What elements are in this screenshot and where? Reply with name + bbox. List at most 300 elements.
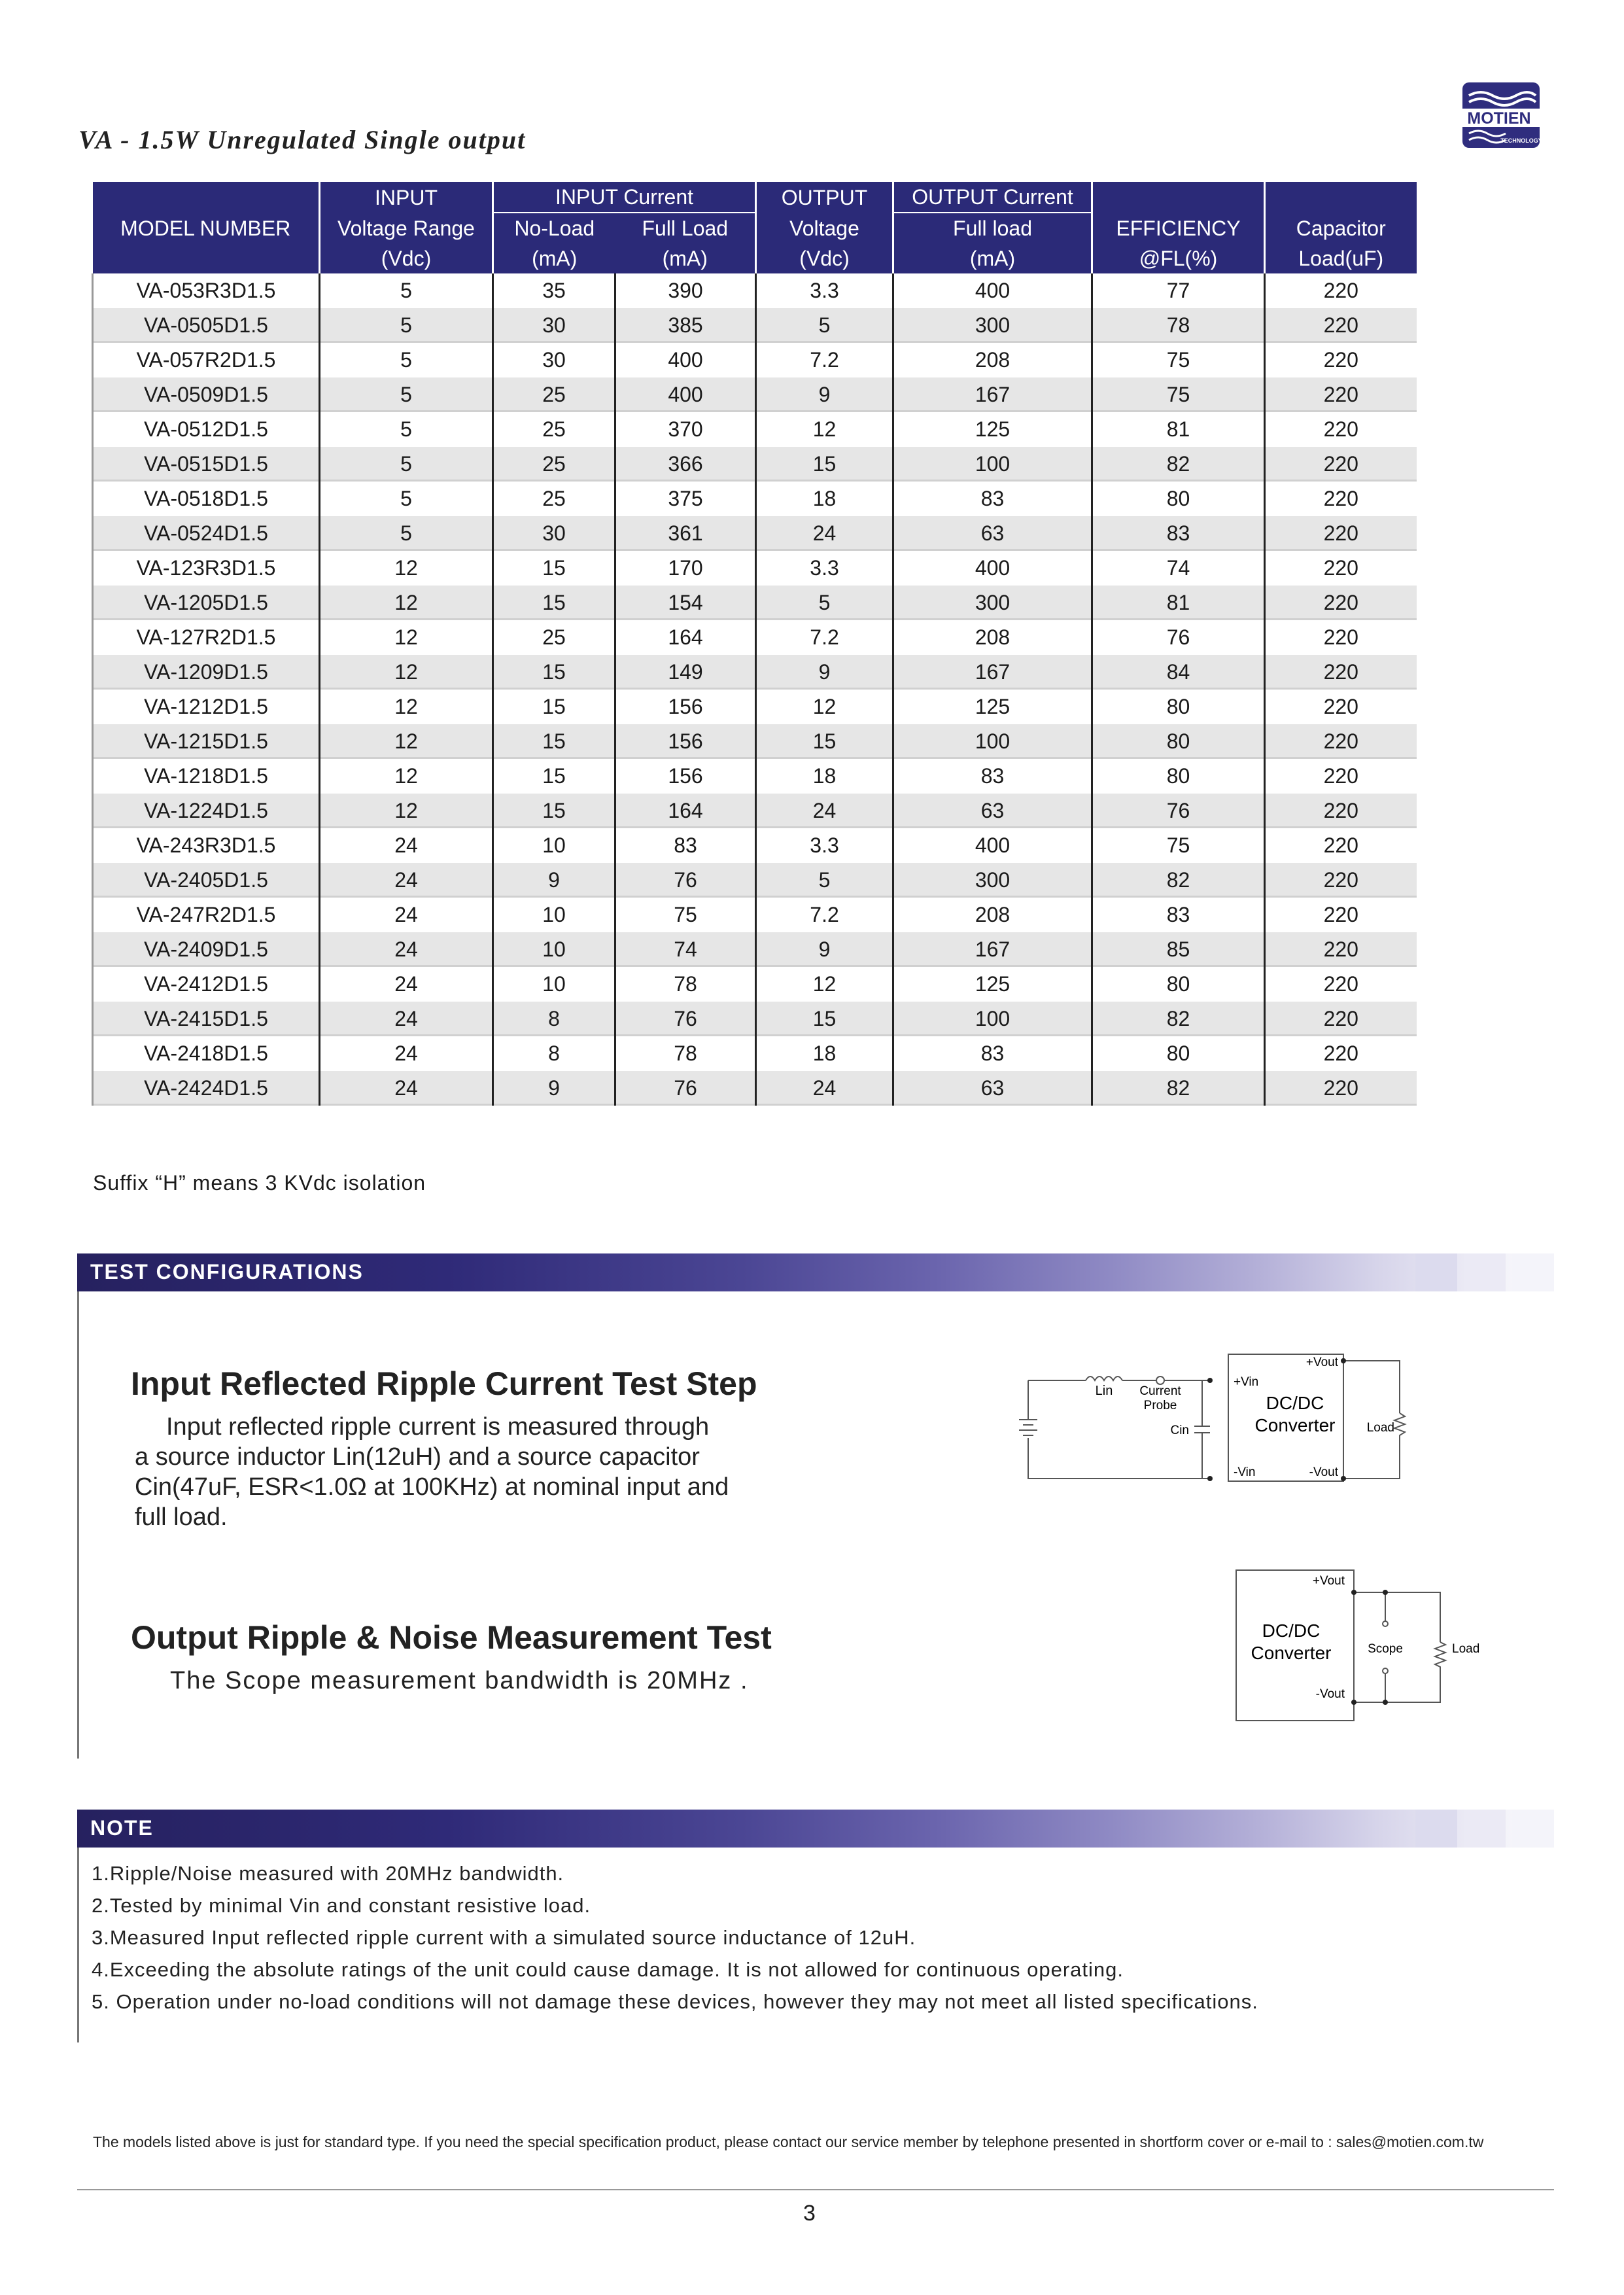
cell-efficiency: 80 xyxy=(1092,482,1265,516)
label-scope: Scope xyxy=(1368,1642,1403,1656)
test-configurations-label: TEST CONFIGURATIONS xyxy=(90,1260,364,1284)
cell-capacitor-load: 220 xyxy=(1265,308,1417,343)
label-cin: Cin xyxy=(1170,1424,1189,1437)
cell-full-load-current: 154 xyxy=(615,586,756,620)
cell-output-voltage: 3.3 xyxy=(756,273,893,308)
cell-efficiency: 83 xyxy=(1092,898,1265,932)
bar-decoration-tiles-note xyxy=(1409,1810,1554,1848)
cell-full-load-current: 385 xyxy=(615,308,756,343)
table-row xyxy=(93,967,1417,1002)
header-unit-capacitor: Load(uF) xyxy=(1265,243,1417,273)
cell-capacitor-load: 220 xyxy=(1265,724,1417,759)
table-row xyxy=(93,759,1417,794)
cell-input-voltage: 5 xyxy=(320,377,493,412)
cell-efficiency: 83 xyxy=(1092,516,1265,551)
cell-output-current: 300 xyxy=(893,308,1092,343)
cell-output-voltage: 9 xyxy=(756,655,893,690)
cell-capacitor-load: 220 xyxy=(1265,620,1417,655)
cell-output-current: 83 xyxy=(893,482,1092,516)
cell-capacitor-load: 220 xyxy=(1265,690,1417,724)
cell-efficiency: 82 xyxy=(1092,1071,1265,1106)
cell-capacitor-load: 220 xyxy=(1265,273,1417,308)
header-unit-efficiency: @FL(%) xyxy=(1092,243,1265,273)
note-section-left-rule xyxy=(77,1848,79,2042)
header-input-current: INPUT Current xyxy=(493,182,756,213)
scope-probe-bottom xyxy=(1383,1668,1388,1673)
cell-model-number: VA-2412D1.5 xyxy=(93,967,320,1002)
cell-input-voltage: 24 xyxy=(320,1002,493,1036)
table-row xyxy=(93,932,1417,967)
cell-capacitor-load: 220 xyxy=(1265,1071,1417,1106)
document-title: VA - 1.5W Unregulated Single output xyxy=(78,125,527,154)
cell-output-current: 125 xyxy=(893,412,1092,447)
logo-brand-text: MOTIEN xyxy=(1467,109,1531,128)
cell-efficiency: 78 xyxy=(1092,308,1265,343)
header-unit-output-vdc: (Vdc) xyxy=(756,243,893,273)
cell-model-number: VA-057R2D1.5 xyxy=(93,343,320,377)
cell-efficiency: 80 xyxy=(1092,967,1265,1002)
cell-full-load-current: 156 xyxy=(615,724,756,759)
cell-model-number: VA-1205D1.5 xyxy=(93,586,320,620)
ripple-text-line-1: Input reflected ripple current is measured through xyxy=(166,1413,710,1441)
note-item-3: 3.Measured Input reflected ripple current with a simulated source inductance of 12uH. xyxy=(92,1926,916,1949)
cell-capacitor-load: 220 xyxy=(1265,447,1417,482)
cell-output-current: 167 xyxy=(893,655,1092,690)
cell-output-voltage: 12 xyxy=(756,412,893,447)
cell-output-voltage: 5 xyxy=(756,863,893,898)
label-lin: Lin xyxy=(1095,1384,1113,1398)
table-row xyxy=(93,586,1417,620)
cell-capacitor-load: 220 xyxy=(1265,412,1417,447)
cell-input-voltage: 24 xyxy=(320,898,493,932)
table-row xyxy=(93,482,1417,516)
footer-rule xyxy=(77,2189,1554,2190)
table-row xyxy=(93,1002,1417,1036)
cell-output-current: 63 xyxy=(893,794,1092,828)
cell-capacitor-load: 220 xyxy=(1265,586,1417,620)
cell-output-current: 208 xyxy=(893,620,1092,655)
header-unit-vdc: (Vdc) xyxy=(320,243,493,273)
cell-efficiency: 77 xyxy=(1092,273,1265,308)
cell-output-voltage: 7.2 xyxy=(756,343,893,377)
cell-input-voltage: 12 xyxy=(320,794,493,828)
cell-capacitor-load: 220 xyxy=(1265,343,1417,377)
cell-no-load-current: 25 xyxy=(493,620,615,655)
table-header-row-1 xyxy=(93,182,1417,213)
cell-full-load-current: 83 xyxy=(615,828,756,863)
note-item-2: 2.Tested by minimal Vin and constant resistive load. xyxy=(92,1894,591,1917)
cell-no-load-current: 15 xyxy=(493,759,615,794)
cell-no-load-current: 8 xyxy=(493,1036,615,1071)
cell-efficiency: 76 xyxy=(1092,794,1265,828)
cell-capacitor-load: 220 xyxy=(1265,863,1417,898)
cell-no-load-current: 15 xyxy=(493,586,615,620)
cell-model-number: VA-123R3D1.5 xyxy=(93,551,320,586)
cell-no-load-current: 15 xyxy=(493,690,615,724)
cell-input-voltage: 12 xyxy=(320,759,493,794)
cell-efficiency: 81 xyxy=(1092,586,1265,620)
cell-model-number: VA-0518D1.5 xyxy=(93,482,320,516)
table-row xyxy=(93,447,1417,482)
cell-output-current: 83 xyxy=(893,759,1092,794)
capacitor-cin xyxy=(1194,1380,1210,1479)
cell-model-number: VA-243R3D1.5 xyxy=(93,828,320,863)
cell-input-voltage: 5 xyxy=(320,447,493,482)
cell-efficiency: 80 xyxy=(1092,690,1265,724)
cell-output-voltage: 5 xyxy=(756,308,893,343)
note-bar xyxy=(77,1810,1554,1848)
table-row xyxy=(93,655,1417,690)
cell-output-voltage: 18 xyxy=(756,482,893,516)
battery-icon xyxy=(1019,1420,1037,1435)
cell-output-current: 208 xyxy=(893,898,1092,932)
label-converter-2: Converter xyxy=(1251,1643,1332,1663)
cell-efficiency: 80 xyxy=(1092,724,1265,759)
cell-input-voltage: 24 xyxy=(320,967,493,1002)
cell-full-load-current: 76 xyxy=(615,863,756,898)
cell-output-voltage: 9 xyxy=(756,377,893,412)
table-row xyxy=(93,620,1417,655)
cell-no-load-current: 10 xyxy=(493,932,615,967)
cell-full-load-current: 76 xyxy=(615,1071,756,1106)
table-row xyxy=(93,343,1417,377)
cell-output-current: 400 xyxy=(893,551,1092,586)
cell-efficiency: 80 xyxy=(1092,1036,1265,1071)
cell-no-load-current: 25 xyxy=(493,482,615,516)
label-dcdc-2: DC/DC xyxy=(1262,1621,1321,1641)
header-model-top xyxy=(93,182,320,213)
header-output-current: OUTPUT Current xyxy=(893,182,1092,213)
header-unit-output-ma: (mA) xyxy=(893,243,1092,273)
cell-no-load-current: 25 xyxy=(493,412,615,447)
cell-output-current: 400 xyxy=(893,828,1092,863)
cell-input-voltage: 5 xyxy=(320,308,493,343)
header-unit-model xyxy=(93,243,320,273)
motien-logo xyxy=(1453,80,1545,153)
table-row xyxy=(93,412,1417,447)
cell-model-number: VA-2409D1.5 xyxy=(93,932,320,967)
note-item-5: 5. Operation under no-load conditions will not damage these devices, however they may not meet all listed specifications. xyxy=(92,1990,1258,2013)
cell-output-current: 125 xyxy=(893,967,1092,1002)
cell-no-load-current: 35 xyxy=(493,273,615,308)
cell-capacitor-load: 220 xyxy=(1265,1036,1417,1071)
noise-test-diagram xyxy=(1230,1564,1504,1727)
label-converter-1: Converter xyxy=(1254,1415,1336,1435)
cell-efficiency: 75 xyxy=(1092,377,1265,412)
cell-full-load-current: 400 xyxy=(615,377,756,412)
table-header-row-3 xyxy=(93,243,1417,273)
cell-input-voltage: 24 xyxy=(320,1036,493,1071)
header-full-load: Full Load xyxy=(615,213,756,243)
ripple-text-line-3: Cin(47uF, ESR<1.0Ω at 100KHz) at nominal input and xyxy=(135,1473,729,1501)
cell-output-current: 63 xyxy=(893,516,1092,551)
cell-full-load-current: 74 xyxy=(615,932,756,967)
cell-input-voltage: 5 xyxy=(320,343,493,377)
cell-input-voltage: 12 xyxy=(320,724,493,759)
label-vin-minus: -Vin xyxy=(1234,1465,1256,1479)
cell-output-voltage: 7.2 xyxy=(756,898,893,932)
cell-output-current: 400 xyxy=(893,273,1092,308)
label-dcdc-1: DC/DC xyxy=(1266,1393,1324,1413)
cell-full-load-current: 164 xyxy=(615,620,756,655)
cell-output-current: 300 xyxy=(893,863,1092,898)
cell-capacitor-load: 220 xyxy=(1265,655,1417,690)
header-efficiency: EFFICIENCY xyxy=(1092,213,1265,243)
note-item-4: 4.Exceeding the absolute ratings of the unit could cause damage. It is not allowed for continuous operating. xyxy=(92,1958,1124,1981)
label-vout-minus: -Vout xyxy=(1309,1465,1338,1479)
noise-test-text: The Scope measurement bandwidth is 20MHz . xyxy=(170,1667,749,1694)
cell-input-voltage: 12 xyxy=(320,620,493,655)
cell-model-number: VA-0512D1.5 xyxy=(93,412,320,447)
cell-capacitor-load: 220 xyxy=(1265,516,1417,551)
cell-output-voltage: 24 xyxy=(756,794,893,828)
header-output: OUTPUT xyxy=(756,182,893,213)
cell-no-load-current: 9 xyxy=(493,1071,615,1106)
cell-no-load-current: 25 xyxy=(493,447,615,482)
cell-output-voltage: 3.3 xyxy=(756,551,893,586)
label-load-2: Load xyxy=(1452,1642,1480,1656)
header-unit-noload-ma: (mA) xyxy=(493,243,615,273)
cell-output-voltage: 18 xyxy=(756,759,893,794)
cell-capacitor-load: 220 xyxy=(1265,1002,1417,1036)
cell-output-voltage: 7.2 xyxy=(756,620,893,655)
table-row xyxy=(93,794,1417,828)
cell-capacitor-load: 220 xyxy=(1265,482,1417,516)
cell-input-voltage: 12 xyxy=(320,586,493,620)
specification-table xyxy=(92,182,1417,1106)
header-unit-fullload-ma: (mA) xyxy=(615,243,756,273)
cell-capacitor-load: 220 xyxy=(1265,794,1417,828)
cell-model-number: VA-1215D1.5 xyxy=(93,724,320,759)
cell-full-load-current: 156 xyxy=(615,690,756,724)
table-row xyxy=(93,690,1417,724)
cell-efficiency: 80 xyxy=(1092,759,1265,794)
cell-efficiency: 82 xyxy=(1092,863,1265,898)
cell-input-voltage: 5 xyxy=(320,273,493,308)
cell-input-voltage: 24 xyxy=(320,1071,493,1106)
test-configurations-bar xyxy=(77,1253,1554,1291)
cell-efficiency: 82 xyxy=(1092,1002,1265,1036)
cell-model-number: VA-127R2D1.5 xyxy=(93,620,320,655)
table-row xyxy=(93,273,1417,308)
cell-efficiency: 75 xyxy=(1092,343,1265,377)
cell-model-number: VA-1224D1.5 xyxy=(93,794,320,828)
cell-full-load-current: 78 xyxy=(615,967,756,1002)
cell-output-current: 167 xyxy=(893,377,1092,412)
label-load-1: Load xyxy=(1366,1421,1394,1435)
cell-capacitor-load: 220 xyxy=(1265,759,1417,794)
table-row xyxy=(93,551,1417,586)
label-probe: Probe xyxy=(1143,1399,1177,1412)
label-vout-plus-2: +Vout xyxy=(1312,1574,1345,1588)
cell-no-load-current: 9 xyxy=(493,863,615,898)
cell-input-voltage: 24 xyxy=(320,828,493,863)
cell-input-voltage: 5 xyxy=(320,482,493,516)
cell-efficiency: 81 xyxy=(1092,412,1265,447)
cell-full-load-current: 78 xyxy=(615,1036,756,1071)
load-resistor-2 xyxy=(1435,1642,1445,1673)
cell-output-voltage: 5 xyxy=(756,586,893,620)
header-capacitor-top xyxy=(1265,182,1417,213)
cell-no-load-current: 15 xyxy=(493,794,615,828)
inductor-lin xyxy=(1086,1376,1122,1380)
table-row xyxy=(93,1036,1417,1071)
cell-model-number: VA-2418D1.5 xyxy=(93,1036,320,1071)
cell-output-current: 100 xyxy=(893,1002,1092,1036)
cell-output-current: 83 xyxy=(893,1036,1092,1071)
cell-no-load-current: 15 xyxy=(493,655,615,690)
header-output-voltage: Voltage xyxy=(756,213,893,243)
cell-model-number: VA-0505D1.5 xyxy=(93,308,320,343)
cell-no-load-current: 30 xyxy=(493,308,615,343)
cell-no-load-current: 30 xyxy=(493,516,615,551)
cell-output-current: 63 xyxy=(893,1071,1092,1106)
cell-no-load-current: 10 xyxy=(493,898,615,932)
note-item-1: 1.Ripple/Noise measured with 20MHz bandwidth. xyxy=(92,1862,564,1885)
cell-input-voltage: 24 xyxy=(320,863,493,898)
cell-model-number: VA-2405D1.5 xyxy=(93,863,320,898)
cell-full-load-current: 149 xyxy=(615,655,756,690)
cell-full-load-current: 361 xyxy=(615,516,756,551)
page-number: 3 xyxy=(803,2201,816,2226)
cell-efficiency: 85 xyxy=(1092,932,1265,967)
ripple-text-line-2: a source inductor Lin(12uH) and a source capacitor xyxy=(135,1443,700,1471)
table-row xyxy=(93,724,1417,759)
cell-no-load-current: 15 xyxy=(493,724,615,759)
cell-no-load-current: 25 xyxy=(493,377,615,412)
label-current: Current xyxy=(1139,1384,1181,1398)
label-vin-plus: +Vin xyxy=(1234,1375,1259,1389)
test-section-left-rule xyxy=(77,1291,79,1759)
cell-model-number: VA-1218D1.5 xyxy=(93,759,320,794)
table-row xyxy=(93,863,1417,898)
logo-tagline-text: TECHNOLOGY xyxy=(1500,137,1542,144)
cell-output-voltage: 15 xyxy=(756,1002,893,1036)
cell-output-voltage: 24 xyxy=(756,516,893,551)
cell-input-voltage: 12 xyxy=(320,551,493,586)
cell-full-load-current: 75 xyxy=(615,898,756,932)
cell-capacitor-load: 220 xyxy=(1265,932,1417,967)
cell-no-load-current: 10 xyxy=(493,828,615,863)
bar-decoration-tiles xyxy=(1409,1253,1554,1291)
cell-full-load-current: 400 xyxy=(615,343,756,377)
table-row xyxy=(93,377,1417,412)
label-vout-plus: +Vout xyxy=(1305,1356,1338,1369)
cell-capacitor-load: 220 xyxy=(1265,377,1417,412)
current-probe-icon xyxy=(1156,1376,1164,1384)
load-resistor-1 xyxy=(1394,1413,1405,1439)
cell-efficiency: 74 xyxy=(1092,551,1265,586)
cell-output-voltage: 18 xyxy=(756,1036,893,1071)
noise-test-title: Output Ripple & Noise Measurement Test xyxy=(131,1619,772,1656)
cell-model-number: VA-0515D1.5 xyxy=(93,447,320,482)
table-row xyxy=(93,898,1417,932)
cell-efficiency: 82 xyxy=(1092,447,1265,482)
cell-full-load-current: 390 xyxy=(615,273,756,308)
header-model-number: MODEL NUMBER xyxy=(93,213,320,243)
cell-output-current: 300 xyxy=(893,586,1092,620)
cell-input-voltage: 5 xyxy=(320,516,493,551)
cell-input-voltage: 5 xyxy=(320,412,493,447)
cell-model-number: VA-1212D1.5 xyxy=(93,690,320,724)
specification-table-body xyxy=(93,273,1417,1106)
cell-input-voltage: 24 xyxy=(320,932,493,967)
cell-no-load-current: 8 xyxy=(493,1002,615,1036)
cell-output-current: 208 xyxy=(893,343,1092,377)
cell-output-voltage: 12 xyxy=(756,967,893,1002)
cell-no-load-current: 30 xyxy=(493,343,615,377)
cell-model-number: VA-053R3D1.5 xyxy=(93,273,320,308)
cell-no-load-current: 15 xyxy=(493,551,615,586)
cell-input-voltage: 12 xyxy=(320,655,493,690)
ripple-test-title: Input Reflected Ripple Current Test Step xyxy=(131,1365,757,1402)
table-row xyxy=(93,1071,1417,1106)
cell-model-number: VA-2415D1.5 xyxy=(93,1002,320,1036)
footer-note: The models listed above is just for standard type. If you need the special specification product, please contact our service member by telephone presented in shortform cover or e-mail to : sales@motien.com.tw xyxy=(93,2133,1484,2150)
suffix-note: Suffix “H” means 3 KVdc isolation xyxy=(93,1171,426,1195)
header-input: INPUT xyxy=(320,182,493,213)
table-row xyxy=(93,308,1417,343)
header-efficiency-top xyxy=(1092,182,1265,213)
header-output-full-load: Full load xyxy=(893,213,1092,243)
header-capacitor: Capacitor xyxy=(1265,213,1417,243)
cell-full-load-current: 375 xyxy=(615,482,756,516)
cell-output-current: 167 xyxy=(893,932,1092,967)
cell-output-current: 100 xyxy=(893,724,1092,759)
cell-full-load-current: 156 xyxy=(615,759,756,794)
cell-output-voltage: 12 xyxy=(756,690,893,724)
cell-output-current: 100 xyxy=(893,447,1092,482)
label-vout-minus-2: -Vout xyxy=(1315,1687,1345,1701)
cell-capacitor-load: 220 xyxy=(1265,967,1417,1002)
cell-output-voltage: 15 xyxy=(756,447,893,482)
table-header-row-2 xyxy=(93,213,1417,243)
cell-model-number: VA-2424D1.5 xyxy=(93,1071,320,1106)
scope-probe-top xyxy=(1383,1621,1388,1626)
note-label: NOTE xyxy=(90,1816,154,1840)
cell-model-number: VA-247R2D1.5 xyxy=(93,898,320,932)
cell-efficiency: 84 xyxy=(1092,655,1265,690)
cell-full-load-current: 370 xyxy=(615,412,756,447)
cell-output-voltage: 3.3 xyxy=(756,828,893,863)
table-row xyxy=(93,516,1417,551)
cell-capacitor-load: 220 xyxy=(1265,898,1417,932)
ripple-test-diagram xyxy=(1007,1341,1426,1492)
cell-capacitor-load: 220 xyxy=(1265,551,1417,586)
cell-output-voltage: 15 xyxy=(756,724,893,759)
ripple-text-line-4: full load. xyxy=(135,1503,228,1531)
cell-model-number: VA-1209D1.5 xyxy=(93,655,320,690)
cell-capacitor-load: 220 xyxy=(1265,828,1417,863)
header-voltage-range: Voltage Range xyxy=(320,213,493,243)
cell-full-load-current: 76 xyxy=(615,1002,756,1036)
cell-no-load-current: 10 xyxy=(493,967,615,1002)
cell-full-load-current: 164 xyxy=(615,794,756,828)
cell-input-voltage: 12 xyxy=(320,690,493,724)
cell-full-load-current: 170 xyxy=(615,551,756,586)
cell-full-load-current: 366 xyxy=(615,447,756,482)
wire-load-loop xyxy=(1343,1361,1400,1479)
header-no-load: No-Load xyxy=(493,213,615,243)
table-row xyxy=(93,828,1417,863)
cell-model-number: VA-0524D1.5 xyxy=(93,516,320,551)
cell-model-number: VA-0509D1.5 xyxy=(93,377,320,412)
cell-efficiency: 76 xyxy=(1092,620,1265,655)
cell-output-voltage: 24 xyxy=(756,1071,893,1106)
cell-output-current: 125 xyxy=(893,690,1092,724)
cell-output-voltage: 9 xyxy=(756,932,893,967)
cell-efficiency: 75 xyxy=(1092,828,1265,863)
